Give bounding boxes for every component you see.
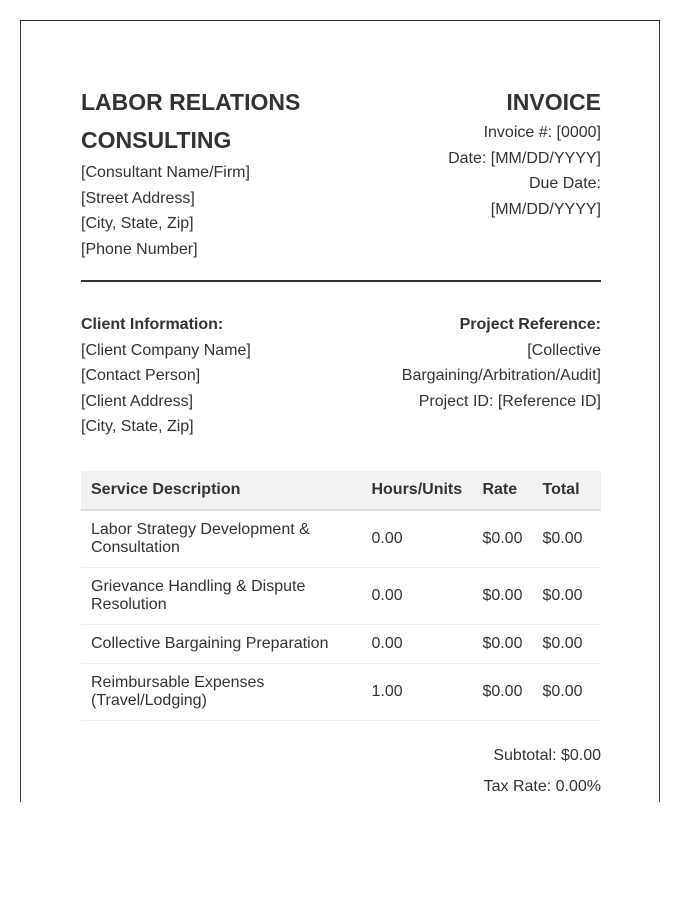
project-heading: Project Reference: — [459, 316, 601, 333]
client-heading: Client Information: — [81, 316, 224, 333]
header-divider — [81, 280, 601, 282]
invoice-page — [20, 20, 660, 802]
row-rate: $0.00 — [472, 568, 532, 625]
company-city: [City, State, Zip] — [81, 215, 194, 233]
company-phone: [Phone Number] — [81, 240, 198, 258]
row-total: $0.00 — [532, 510, 601, 568]
header-rate: Rate — [472, 471, 532, 510]
row-total: $0.00 — [532, 625, 601, 664]
header-hours-units: Hours/Units — [361, 471, 472, 510]
project-line1: [Collective — [527, 341, 601, 359]
table-row — [81, 664, 601, 721]
row-description: Reimbursable Expenses (Travel/Lodging) — [81, 664, 361, 721]
row-hours: 1.00 — [361, 664, 472, 721]
company-name-line1: LABOR RELATIONS — [81, 89, 301, 115]
company-name — [81, 83, 341, 159]
row-description: Grievance Handling & Dispute Resolution — [81, 568, 361, 625]
client-city: [City, State, Zip] — [81, 418, 194, 436]
table-row — [81, 510, 601, 568]
table-row — [81, 625, 601, 664]
row-rate: $0.00 — [472, 664, 532, 721]
subtotal: Subtotal: $0.00 — [493, 747, 601, 764]
table-header-row — [81, 471, 601, 510]
invoice-header — [81, 83, 601, 283]
project-line2: Bargaining/Arbitration/Audit] — [401, 367, 601, 385]
client-contact: [Contact Person] — [81, 367, 201, 385]
project-id: Project ID: [Reference ID] — [418, 392, 601, 410]
row-description: Collective Bargaining Preparation — [81, 625, 361, 664]
company-details — [81, 160, 250, 262]
row-description: Labor Strategy Development & Consultation — [81, 510, 361, 568]
header-service-description: Service Description — [81, 471, 361, 510]
row-hours: 0.00 — [361, 568, 472, 625]
company-street: [Street Address] — [81, 189, 195, 207]
client-information — [81, 312, 341, 440]
invoice-due-value: [MM/DD/YYYY] — [490, 200, 601, 218]
row-rate: $0.00 — [472, 510, 532, 568]
row-rate: $0.00 — [472, 625, 532, 664]
client-address: [Client Address] — [81, 392, 194, 410]
invoice-title: INVOICE — [506, 89, 601, 115]
table-row — [81, 568, 601, 625]
tax-rate: Tax Rate: 0.00% — [483, 778, 601, 795]
row-hours: 0.00 — [361, 625, 472, 664]
client-company: [Client Company Name] — [81, 341, 251, 359]
invoice-meta — [421, 120, 601, 222]
row-hours: 0.00 — [361, 510, 472, 568]
row-total: $0.00 — [532, 568, 601, 625]
row-total: $0.00 — [532, 664, 601, 721]
invoice-due-label: Due Date: — [528, 175, 601, 193]
invoice-date: Date: [MM/DD/YYYY] — [448, 149, 601, 167]
invoice-number: Invoice #: [0000] — [483, 124, 601, 141]
header-total: Total — [532, 471, 601, 510]
consultant-name: [Consultant Name/Firm] — [81, 164, 250, 181]
project-reference — [361, 312, 601, 414]
totals-block — [301, 740, 601, 802]
services-table — [81, 471, 601, 721]
company-name-line2: CONSULTING — [81, 127, 232, 153]
